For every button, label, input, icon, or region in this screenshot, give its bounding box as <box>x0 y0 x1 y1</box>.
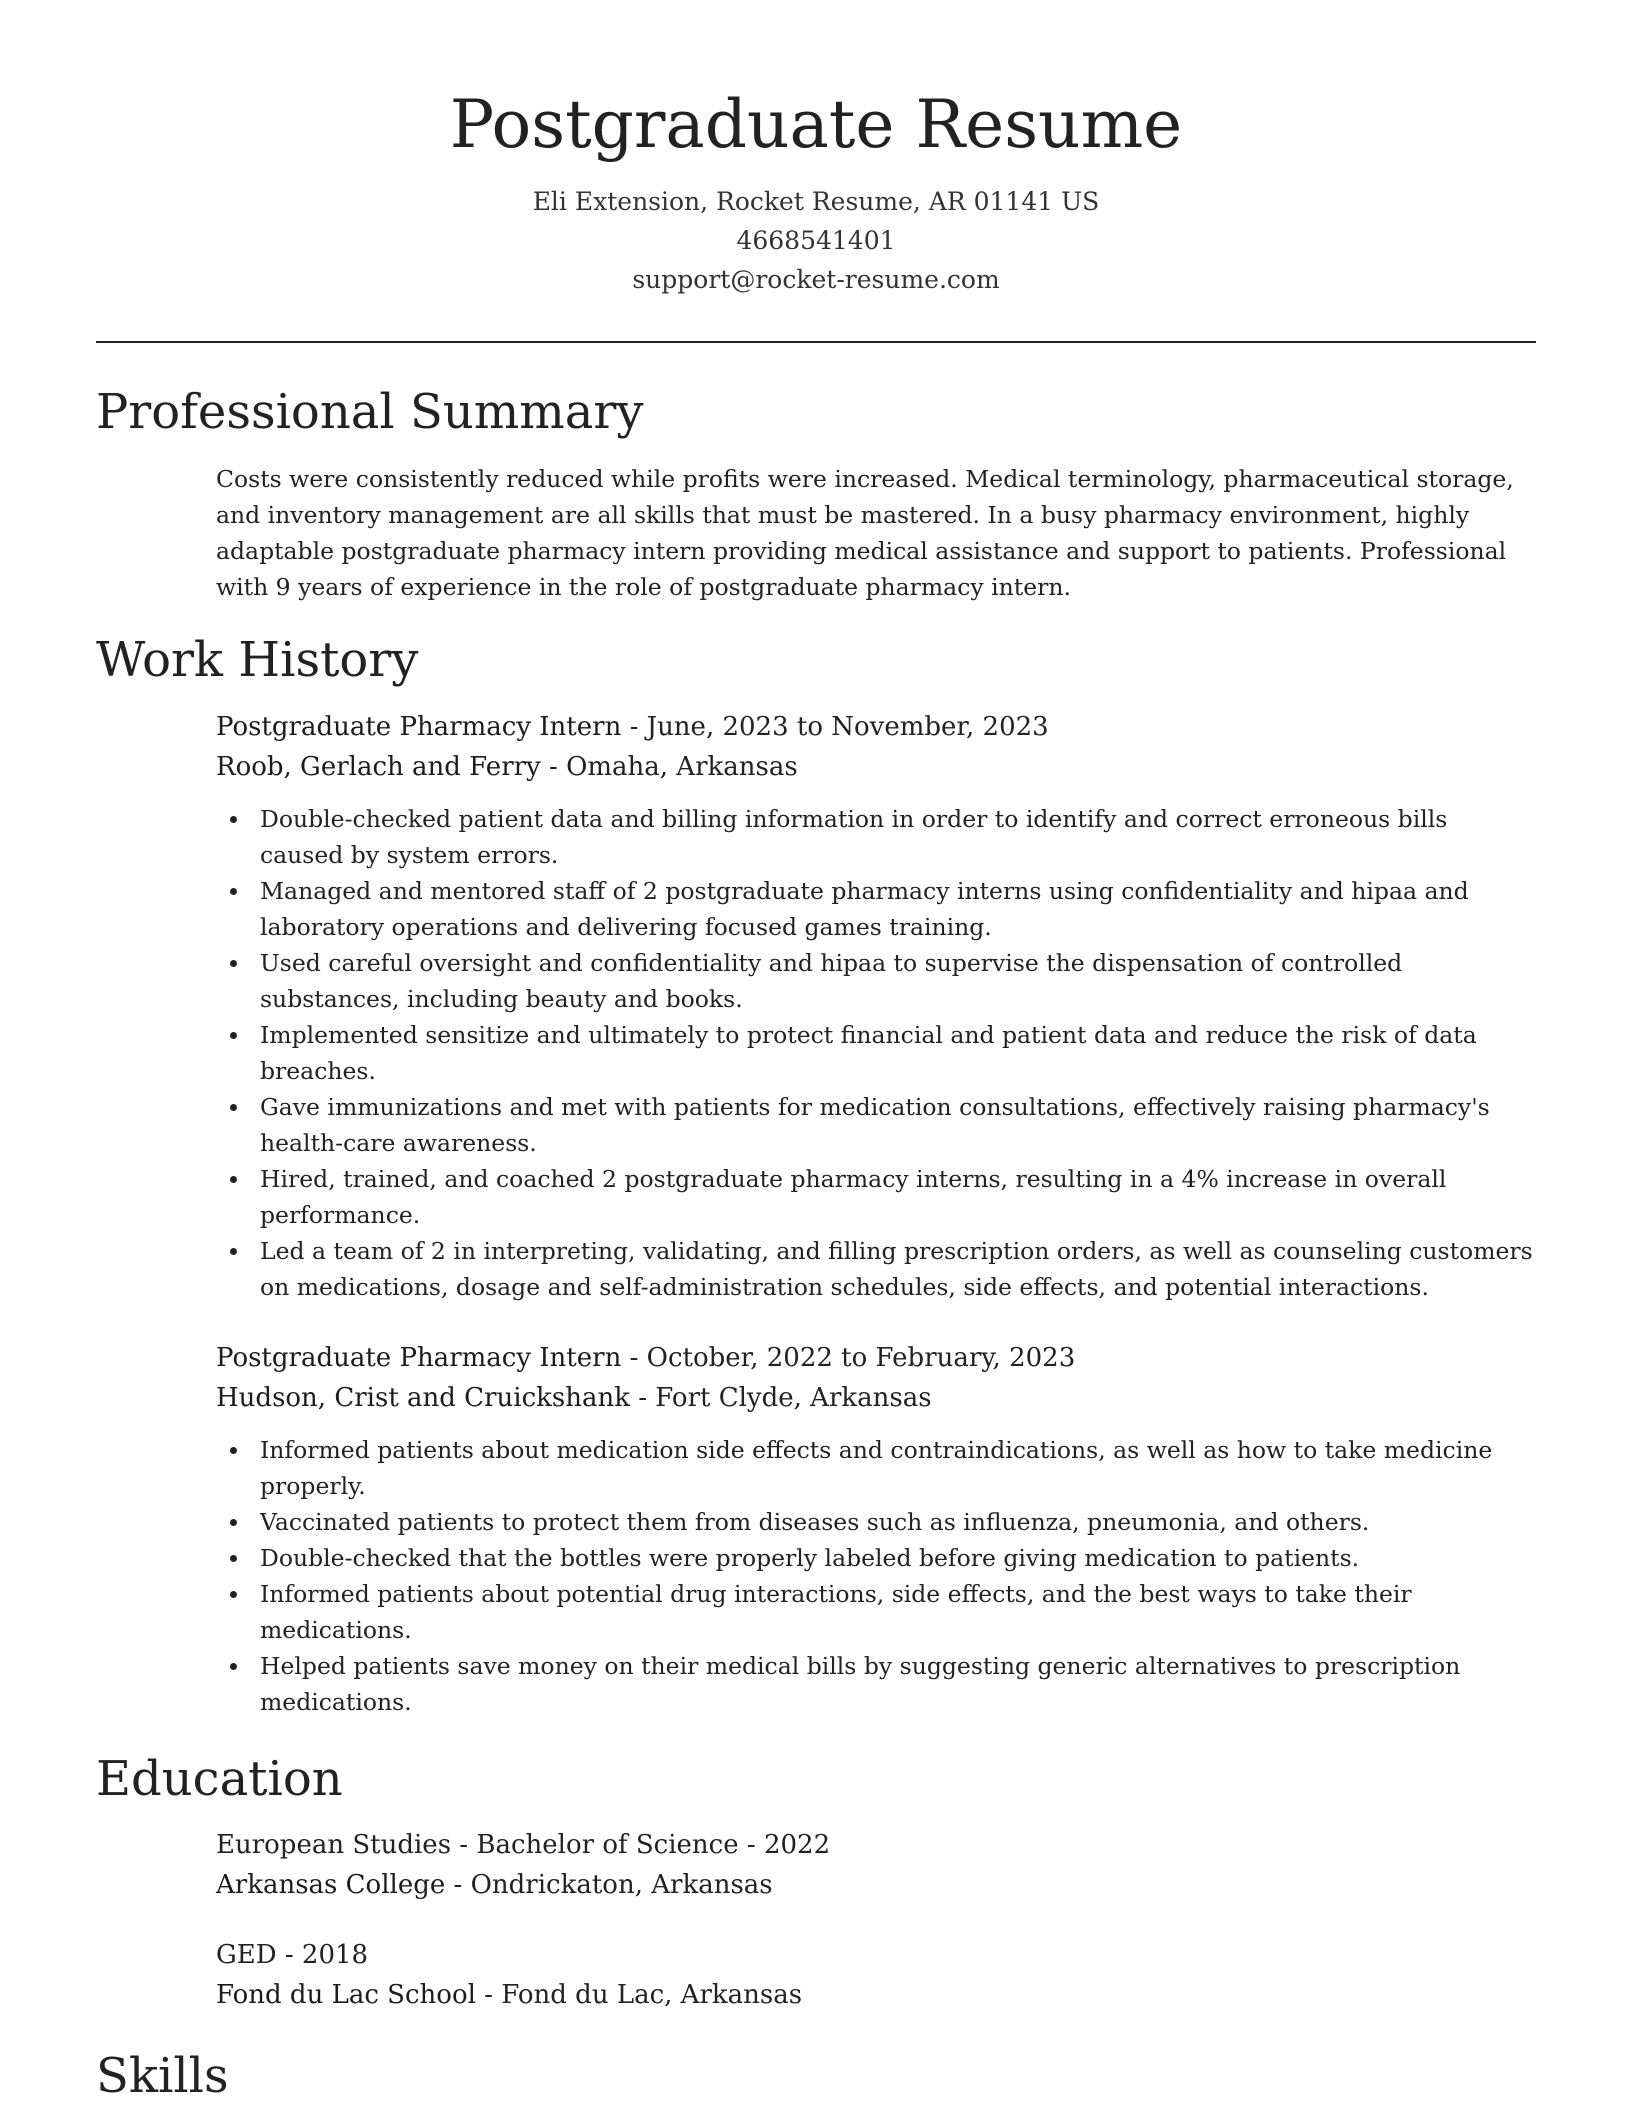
education-degree-line: GED - 2018 <box>216 1940 369 1970</box>
job-separator: - <box>621 712 647 742</box>
job-title-line <box>216 707 1536 747</box>
job-separator: - <box>540 752 567 782</box>
list-item: Informed patients about potential drug interactions, side effects, and the best ways to take their medications. <box>260 1576 1536 1648</box>
resume-header <box>96 80 1536 299</box>
contact-info <box>96 182 1536 299</box>
job-location: Fort Clyde, Arkansas <box>655 1383 932 1413</box>
contact-email: support@rocket-resume.com <box>632 265 1000 294</box>
section-title-education: Education <box>96 1751 343 1807</box>
education-location: Fond du Lac, Arkansas <box>501 1980 803 2010</box>
section-title-work-history: Work History <box>96 632 419 688</box>
list-item: Vaccinated patients to protect them from diseases such as influenza, pneumonia, and others. <box>260 1504 1536 1540</box>
education-degree-line: European Studies - Bachelor of Science - 2022 <box>216 1830 831 1860</box>
education-location: Ondrickaton, Arkansas <box>470 1870 773 1900</box>
education-school-line <box>216 1975 1536 2015</box>
list-item: Implemented sensitize and ultimately to protect financial and patient data and reduce the risk of data breaches. <box>260 1017 1536 1089</box>
job-location: Omaha, Arkansas <box>566 752 798 782</box>
list-item: Managed and mentored staff of 2 postgraduate pharmacy interns using confidentiality and hipaa and laboratory operations and delivering focused games training. <box>260 873 1536 945</box>
education-separator: - <box>445 1870 471 1900</box>
job-entry <box>216 1338 1536 1720</box>
job-dates: June, 2023 to November, 2023 <box>646 712 1049 742</box>
job-separator: - <box>621 1343 647 1373</box>
summary-block <box>216 461 1536 605</box>
job-dates: October, 2022 to February, 2023 <box>646 1343 1076 1373</box>
header-divider <box>96 341 1536 343</box>
list-item: Used careful oversight and confidentiality and hipaa to supervise the dispensation of controlled substances, including beauty and books. <box>260 945 1536 1017</box>
job-role: Postgraduate Pharmacy Intern <box>216 712 622 742</box>
job-company-line <box>216 747 1536 787</box>
education-school: Arkansas College <box>216 1870 446 1900</box>
list-item: Double-checked patient data and billing information in order to identify and correct erroneous bills caused by system errors. <box>260 801 1536 873</box>
list-item: Helped patients save money on their medical bills by suggesting generic alternatives to prescription medications. <box>260 1648 1536 1720</box>
list-item: Hired, trained, and coached 2 postgraduate pharmacy interns, resulting in a 4% increase in overall performance. <box>260 1161 1536 1233</box>
section-title-skills: Skills <box>96 2048 229 2104</box>
job-separator: - <box>629 1383 656 1413</box>
job-entry <box>216 707 1536 1305</box>
job-company: Hudson, Crist and Cruickshank <box>216 1383 630 1413</box>
education-school: Fond du Lac School <box>216 1980 476 2010</box>
job-role: Postgraduate Pharmacy Intern <box>216 1343 622 1373</box>
contact-phone: 4668541401 <box>736 226 896 255</box>
job-title-line <box>216 1338 1536 1378</box>
section-title-summary: Professional Summary <box>96 384 644 440</box>
job-company-line <box>216 1378 1536 1418</box>
summary-text: Costs were consistently reduced while profits were increased. Medical terminology, pharmaceutical storage, and inventory management are all skills that must be mastered. In a busy pharmacy environment, highly adaptable postgraduate pharmacy intern providing medical assistance and support to patients. Professional with 9 years of experience in the role of postgraduate pharmacy intern. <box>216 465 1514 601</box>
job-bullets <box>216 801 1536 1305</box>
job-company: Roob, Gerlach and Ferry <box>216 752 541 782</box>
list-item: Double-checked that the bottles were properly labeled before giving medication to patients. <box>260 1540 1536 1576</box>
job-bullets <box>216 1432 1536 1720</box>
list-item: Gave immunizations and met with patients for medication consultations, effectively raising pharmacy's health-care awareness. <box>260 1089 1536 1161</box>
list-item: Informed patients about medication side effects and contraindications, as well as how to take medicine properly. <box>260 1432 1536 1504</box>
education-entry <box>216 1825 1536 1905</box>
list-item: Led a team of 2 in interpreting, validating, and filling prescription orders, as well as counseling customers on medications, dosage and self-administration schedules, side effects, and potential interactions. <box>260 1233 1536 1305</box>
contact-address: Eli Extension, Rocket Resume, AR 01141 US <box>532 187 1100 216</box>
education-entry <box>216 1935 1536 2015</box>
resume-title: Postgraduate Resume <box>449 86 1183 163</box>
education-separator: - <box>475 1980 502 2010</box>
education-school-line <box>216 1865 1536 1905</box>
